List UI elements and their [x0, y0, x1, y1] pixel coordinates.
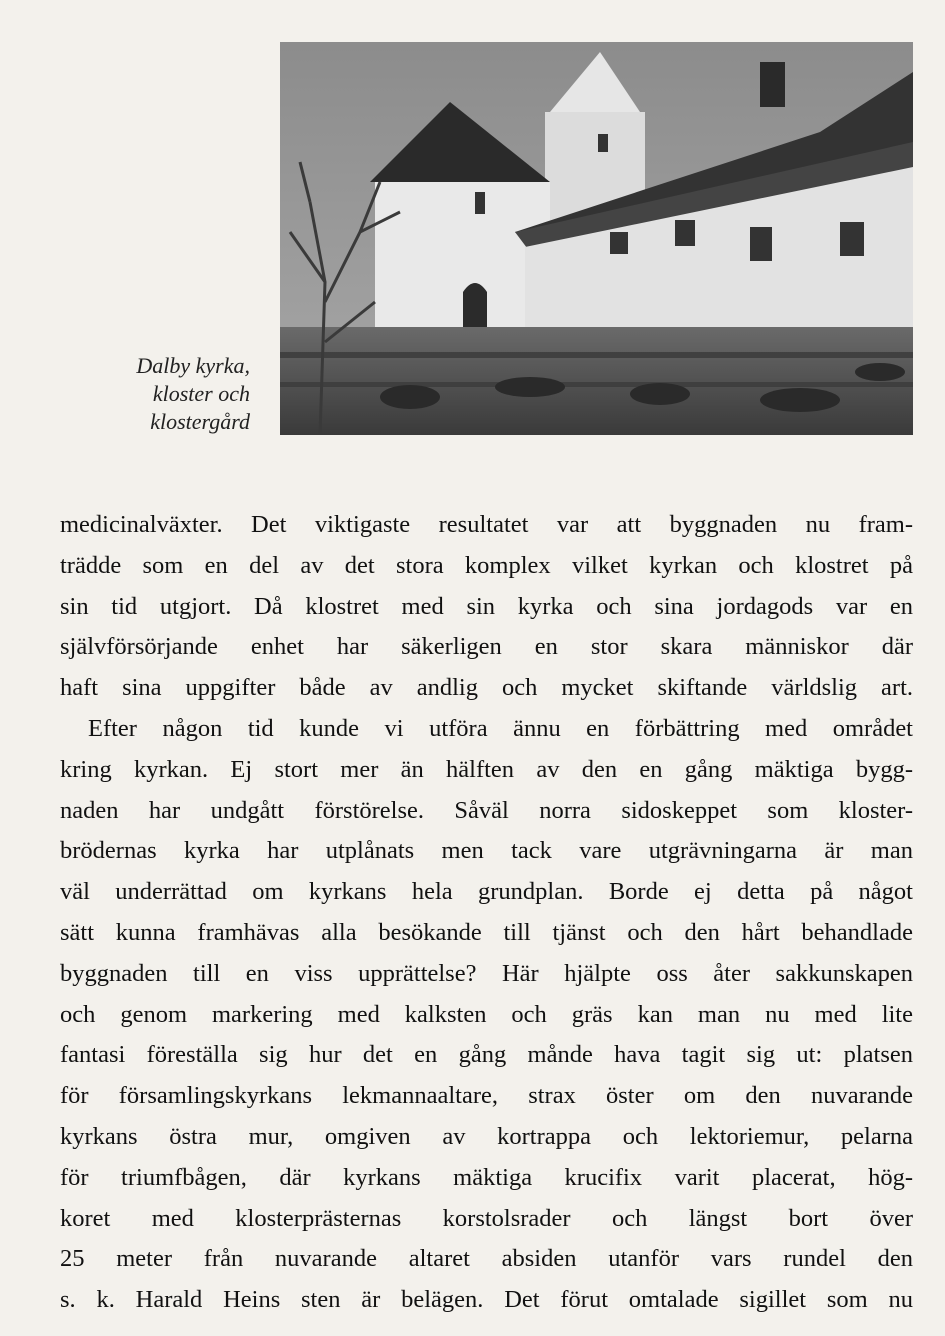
text-line: för församlingskyrkans lekmannaaltare, strax öster om den nuvarande — [60, 1082, 913, 1110]
text-line: och genom markering med kalksten och gräs kan man nu med lite — [60, 1000, 913, 1028]
text-line: trädde som en del av det stora komplex vilket kyrkan och klostret på — [60, 551, 913, 579]
photo-caption — [90, 352, 250, 436]
text-line: väl underrättad om kyrkans hela grundplan. Borde ej detta på något — [60, 878, 913, 906]
text-line: Efter någon tid kunde vi utföra ännu en förbättring med området — [88, 714, 913, 742]
body-text — [60, 505, 913, 1321]
text-line: haft sina uppgifter både av andlig och mycket skiftande världslig art. — [60, 674, 913, 702]
paragraph-1 — [60, 505, 913, 709]
text-line: fantasi föreställa sig hur det en gång månde hava tagit sig ut: platsen — [60, 1041, 913, 1069]
caption-line: Dalby kyrka, — [136, 353, 250, 378]
text-line: naden har undgått förstörelse. Såväl norra sidoskeppet som kloster- — [60, 796, 913, 824]
text-line: 25 meter från nuvarande altaret absiden utanför vars rundel den — [60, 1245, 913, 1273]
text-line: brödernas kyrka har utplånats men tack vare utgrävningarna är man — [60, 837, 913, 865]
text-line: medicinalväxter. Det viktigaste resultatet var att byggnaden nu fram- — [60, 511, 913, 538]
photo-church-cloister-icon — [280, 42, 913, 435]
text-line: koret med klosterprästernas korstolsrader och längst bort över — [60, 1204, 913, 1232]
text-line: kring kyrkan. Ej stort mer än hälften av den en gång mäktiga bygg- — [60, 755, 913, 783]
text-line: byggnaden till en viss upprättelse? Här hjälpte oss åter sakkunskapen — [60, 959, 913, 987]
caption-line: kloster och — [152, 381, 250, 406]
text-line: sätt kunna framhävas alla besökande till tjänst och den hårt behandlade — [60, 918, 913, 946]
caption-line: klostergård — [150, 409, 250, 434]
church-photo — [280, 42, 913, 435]
text-line: kyrkans östra mur, omgiven av kortrappa och lektoriemur, pelarna — [60, 1122, 913, 1150]
text-line: för triumfbågen, där kyrkans mäktiga krucifix varit placerat, hög- — [60, 1163, 913, 1191]
text-line: s. k. Harald Heins sten är belägen. Det förut omtalade sigillet som nu — [60, 1286, 913, 1314]
text-line: sin tid utgjort. Då klostret med sin kyrka och sina jordagods var en — [60, 592, 913, 620]
text-line: självförsörjande enhet har säkerligen en stor skara människor där — [60, 633, 913, 661]
paragraph-2 — [60, 709, 913, 1321]
